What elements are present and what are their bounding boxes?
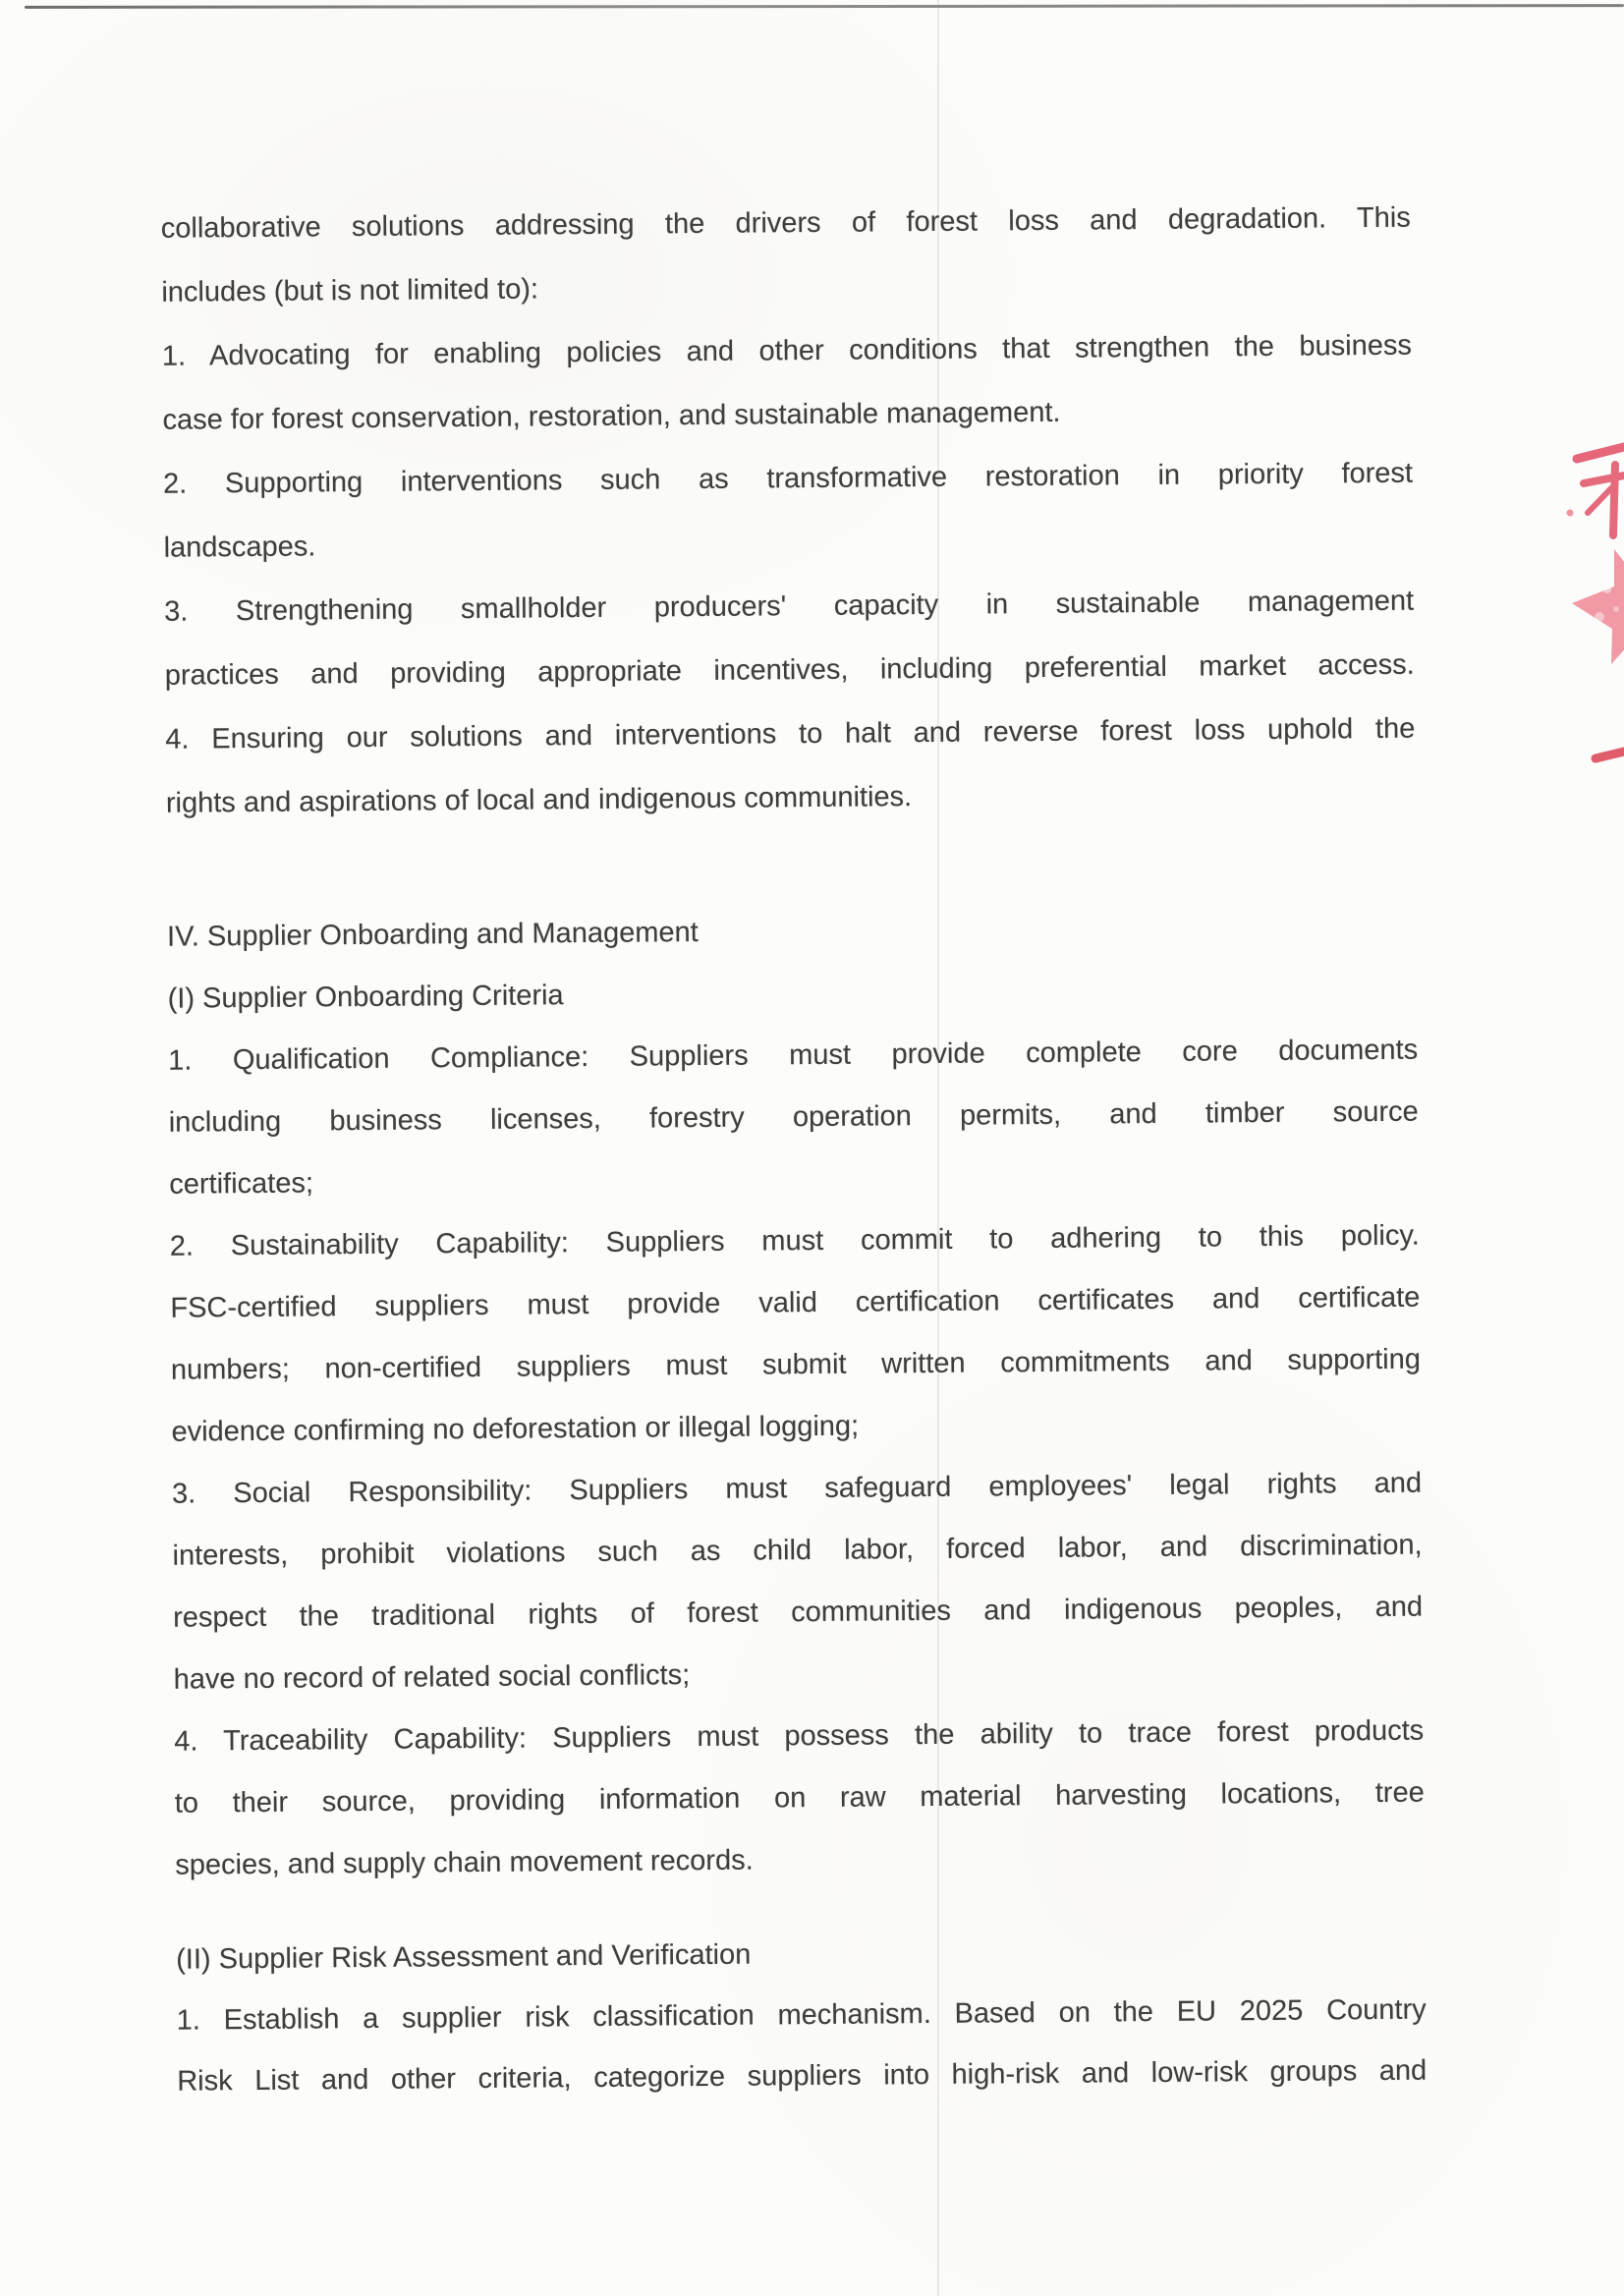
seal-character-diagonal-stroke xyxy=(1588,488,1611,513)
company-seal-fragment xyxy=(1552,432,1624,776)
seal-character-dot xyxy=(1567,510,1574,517)
seal-character-fragment xyxy=(1567,465,1624,535)
text-block-3 xyxy=(176,1919,1428,2112)
text-line: landscapes. xyxy=(163,531,316,564)
text-line: rights and aspirations of local and indigenous communities. xyxy=(165,781,913,819)
text-line: 2. Supporting interventions such as transformative restoration in priority forest xyxy=(162,457,1414,500)
text-line: evidence confirming no deforestation or illegal logging; xyxy=(171,1410,860,1448)
text-line: species, and supply chain movement records. xyxy=(175,1844,754,1881)
text-block-1 xyxy=(161,187,1417,836)
text-line: includes (but is not limited to): xyxy=(161,273,539,308)
seal-top-stroke xyxy=(1577,447,1624,459)
text-line: 4. Ensuring our solutions and interventions to halt and reverse forest loss uphold the xyxy=(165,712,1416,756)
text-line: FSC-certified suppliers must provide valid certification certificates and certificate xyxy=(170,1281,1421,1324)
seal-bottom-stroke xyxy=(1596,752,1624,758)
text-line: case for forest conservation, restoration, and sustainable management. xyxy=(162,396,1061,436)
text-line: 3. Social Responsibility: Suppliers must safeguard employees' legal rights and xyxy=(171,1467,1423,1510)
seal-star-speckle xyxy=(1613,606,1619,612)
text-line: to their source, providing information on raw material harvesting locations, tree xyxy=(174,1776,1425,1820)
text-line: 1. Advocating for enabling policies and other conditions that strengthen the business xyxy=(161,329,1413,372)
text-line: including business licenses, forestry operation permits, and timber source xyxy=(168,1095,1419,1139)
text-line: (II) Supplier Risk Assessment and Verification xyxy=(176,1938,752,1976)
seal-star-speckle xyxy=(1591,634,1596,640)
text-line: IV. Supplier Onboarding and Management xyxy=(166,917,699,953)
seal-star-speckle xyxy=(1603,586,1611,593)
text-line: 2. Sustainability Capability: Suppliers must commit to adhering to this policy. xyxy=(169,1219,1420,1262)
text-line: respect the traditional rights of forest communities and indigenous peoples, and xyxy=(173,1591,1424,1634)
text-line: collaborative solutions addressing the drivers of forest loss and degradation. This xyxy=(160,201,1411,245)
seal-star-speckle xyxy=(1595,612,1604,622)
text-line: Risk List and other criteria, categorize suppliers into high-risk and low-risk groups and xyxy=(177,2054,1428,2098)
text-line: certificates; xyxy=(169,1167,314,1201)
text-line: have no record of related social conflicts; xyxy=(173,1659,691,1696)
text-line: (I) Supplier Onboarding Criteria xyxy=(167,980,564,1015)
text-line: interests, prohibit violations such as child labor, forced labor, and discrimination, xyxy=(172,1529,1423,1572)
text-block-2 xyxy=(167,896,1426,1897)
text-line: 3. Strengthening smallholder producers' capacity in sustainable management xyxy=(164,585,1415,628)
text-line: 4. Traceability Capability: Suppliers must possess the ability to trace forest products xyxy=(174,1714,1425,1758)
text-line: 1. Establish a supplier risk classification mechanism. Based on the EU 2025 Country xyxy=(176,1993,1427,2037)
text-line: 1. Qualification Compliance: Suppliers must provide complete core documents xyxy=(168,1034,1419,1077)
seal-star xyxy=(1572,549,1624,664)
text-line: numbers; non-certified suppliers must submit written commitments and supporting xyxy=(170,1343,1422,1386)
text-line: practices and providing appropriate incentives, including preferential market access. xyxy=(164,648,1415,692)
